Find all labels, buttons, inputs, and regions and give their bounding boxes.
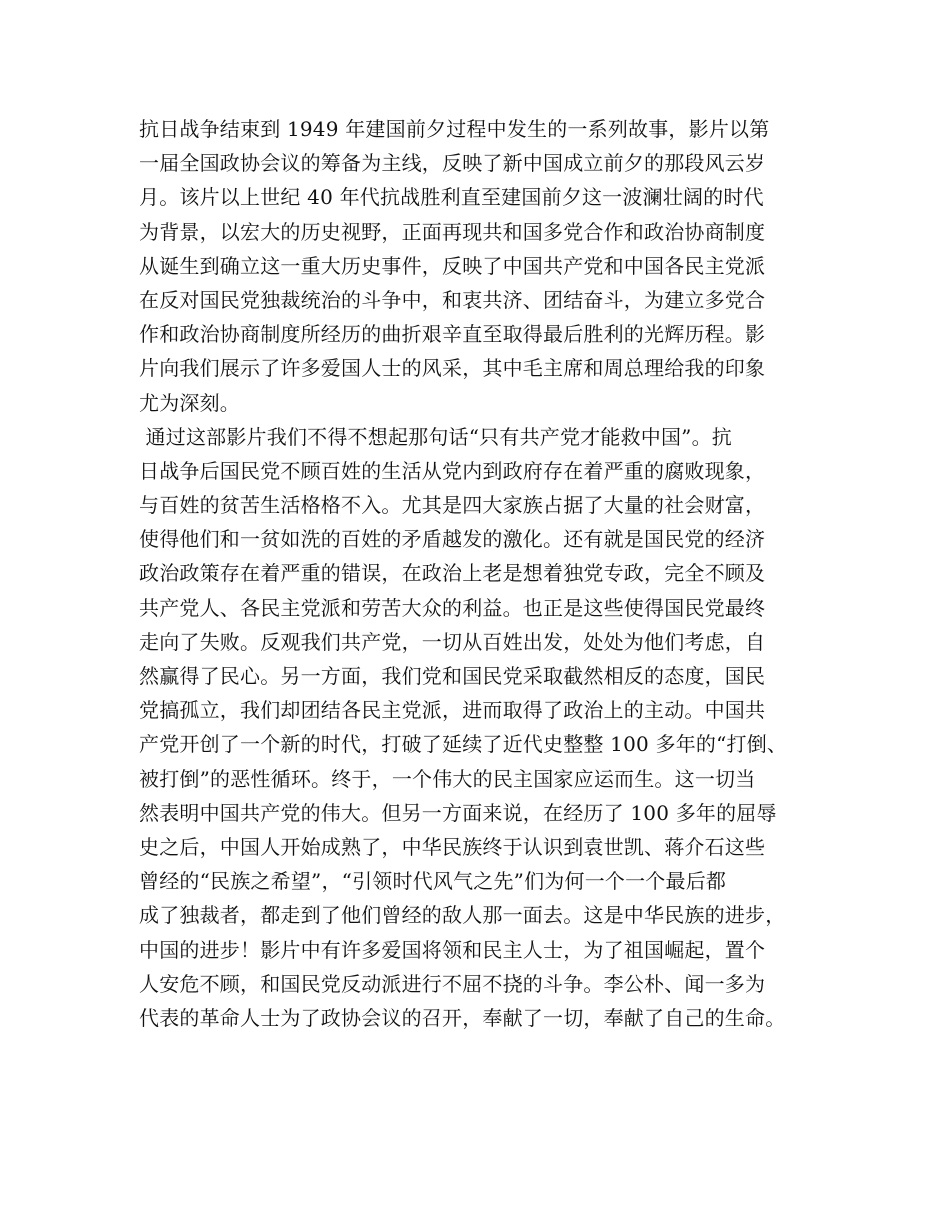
text-line: 共产党人、各民主党派和劳苦大众的利益。也正是这些使得国民党最终 — [139, 595, 766, 620]
paragraph-1 — [139, 112, 839, 420]
text-line: 曾经的“民族之希望”，“引领时代风气之先”们为何一个一个最后都 — [139, 869, 727, 894]
text-line: 抗日战争结束到 1949 年建国前夕过程中发生的一系列故事，影片以第 — [139, 117, 770, 141]
text-line: 尤为深刻。 — [139, 390, 240, 415]
text-line: 产党开创了一个新的时代，打破了延续了近代史整整 100 多年的“打倒、 — [139, 732, 788, 757]
text-line: 与百姓的贫苦生活格格不入。尤其是四大家族占据了大量的社会财富， — [139, 493, 766, 518]
text-line: 被打倒”的恶性循环。终于，一个伟大的民主国家应运而生。这一切当 — [139, 766, 756, 791]
text-line: 走向了失败。反观我们共产党，一切从百姓出发，处处为他们考虑，自 — [139, 629, 766, 654]
text-line: 党搞孤立，我们却团结各民主党派，进而取得了政治上的主动。中国共 — [139, 698, 766, 723]
text-line: 然表明中国共产党的伟大。但另一方面来说，在经历了 100 多年的屈辱 — [139, 800, 777, 825]
text-line: 为背景，以宏大的历史视野，正面再现共和国多党合作和政治协商制度 — [139, 219, 766, 244]
text-line: 月。该片以上世纪 40 年代抗战胜利直至建国前夕这一波澜壮阔的时代 — [139, 185, 764, 210]
text-line: 在反对国民党独裁统治的斗争中，和衷共济、团结奋斗，为建立多党合 — [139, 287, 766, 312]
text-line: 从诞生到确立这一重大历史事件，反映了中国共产党和中国各民主党派 — [139, 253, 766, 278]
text-line: 代表的革命人士为了政协会议的召开，奉献了一切，奉献了自己的生命。 — [139, 1005, 786, 1030]
text-line: 片向我们展示了许多爱国人士的风采，其中毛主席和周总理给我的印象 — [139, 356, 766, 381]
text-line: 使得他们和一贫如洗的百姓的矛盾越发的激化。还有就是国民党的经济 — [139, 527, 766, 552]
text-line: 人安危不顾，和国民党反动派进行不屈不挠的斗争。李公朴、闻一多为 — [139, 971, 766, 996]
text-line: 作和政治协商制度所经历的曲折艰辛直至取得最后胜利的光辉历程。影 — [139, 322, 766, 347]
text-line: 日战争后国民党不顾百姓的生活从党内到政府存在着严重的腐败现象， — [139, 458, 766, 483]
text-line: 政治政策存在着严重的错误，在政治上老是想着独党专政，完全不顾及 — [139, 561, 766, 586]
text-line: 史之后，中国人开始成熟了，中华民族终于认识到袁世凯、蒋介石这些 — [139, 834, 766, 859]
document-body — [139, 112, 839, 1035]
paragraph-2 — [139, 420, 839, 1035]
text-line: 通过这部影片我们不得不想起那句话“只有共产党才能救中国”。抗 — [139, 424, 733, 449]
text-line: 成了独裁者，都走到了他们曾经的敌人那一面去。这是中华民族的进步， — [139, 903, 786, 928]
text-line: 中国的进步！影片中有许多爱国将领和民主人士，为了祖国崛起，置个 — [139, 937, 766, 962]
text-line: 然赢得了民心。另一方面，我们党和国民党采取截然相反的态度，国民 — [139, 664, 766, 688]
text-line: 一届全国政协会议的筹备为主线，反映了新中国成立前夕的那段风云岁 — [139, 151, 766, 176]
